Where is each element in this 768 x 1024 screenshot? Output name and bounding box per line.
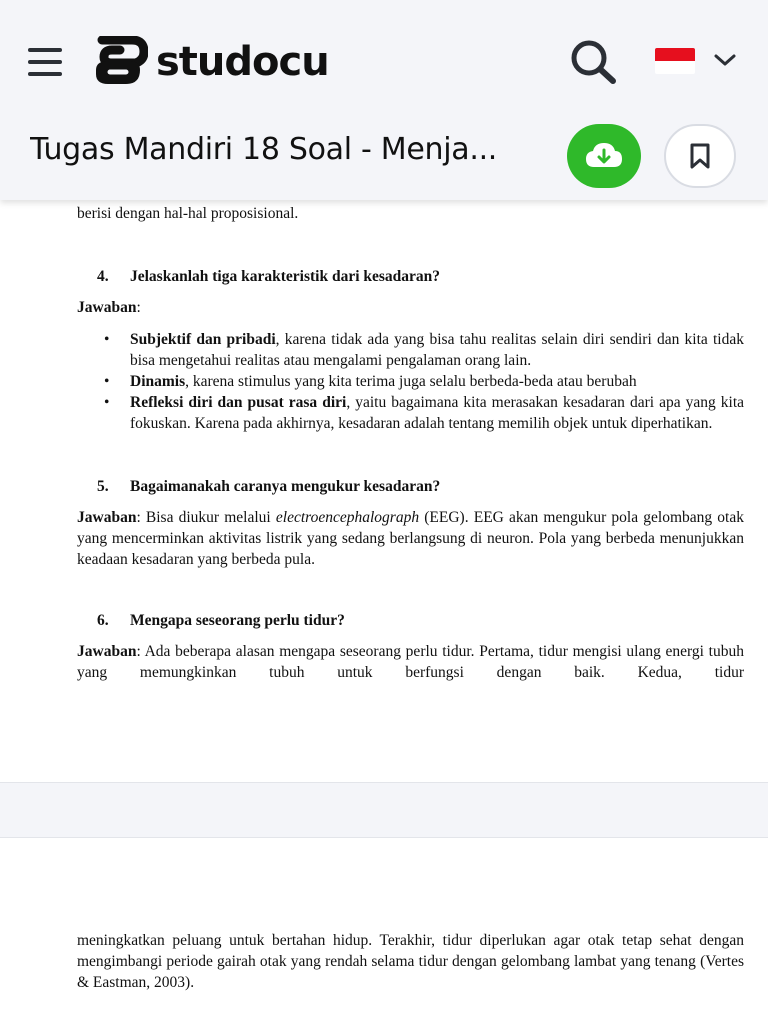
intro-tail-text: berisi dengan hal-hal proposisional.	[77, 205, 299, 222]
bullet-term: Refleksi diri dan pusat rasa diri	[130, 394, 347, 411]
question-5	[97, 476, 440, 497]
answer-5	[77, 507, 744, 570]
search-icon[interactable]	[566, 38, 620, 86]
studocu-logo[interactable]	[92, 36, 329, 88]
question-4-number: 4.	[97, 268, 109, 285]
answer-5-italic: electroencephalograph	[275, 509, 420, 526]
answer-6	[77, 641, 744, 683]
answer-label: Jawaban	[77, 643, 137, 660]
answer-colon: :	[136, 299, 141, 316]
answer-4-list	[77, 329, 744, 434]
paragraph-intro-tail	[77, 203, 744, 224]
studocu-mark-icon	[92, 36, 148, 88]
answer-5-post: (EEG). EEG akan mengukur pola gelombang otak yang mencerminkan aktivitas listrik yang sedang berlangsung di neuron. Pola yang berbeda menunjukkan keadaan kesadaran yang berbeda pula.	[77, 509, 744, 568]
page-separator	[0, 782, 768, 838]
answer-4-label	[77, 297, 744, 318]
answer-label: Jawaban	[77, 299, 137, 316]
download-button[interactable]	[567, 124, 641, 188]
hamburger-icon[interactable]	[28, 48, 62, 76]
bullet-dot: •	[104, 331, 110, 348]
bookmark-button[interactable]	[664, 124, 736, 188]
next-page-text: meningkatkan peluang untuk bertahan hidup. Terakhir, tidur diperlukan agar otak tetap sehat dengan mengimbangi periode gairah otak yang rendah selama tidur dengan gelombang lambat yang tenang (Vertes & Eastman, 2003).	[77, 932, 744, 991]
next-page-paragraph	[77, 930, 744, 993]
bullet-term: Dinamis	[130, 373, 186, 390]
question-5-number: 5.	[97, 478, 109, 495]
bullet-text: , karena tidak ada yang bisa tahu realitas selain diri sendiri dan kita tidak bisa mengetahui realitas atau mengalami pengalaman orang lain.	[130, 331, 744, 369]
bullet-text: , karena stimulus yang kita terima juga selalu berbeda-beda atau berubah	[185, 373, 637, 390]
bullet-term: Subjektif dan pribadi	[130, 331, 276, 348]
question-6-number: 6.	[97, 612, 109, 629]
language-flag-icon[interactable]	[655, 48, 695, 74]
brand-name: studocu	[156, 39, 329, 85]
bullet-dot: •	[104, 394, 110, 411]
bookmark-icon	[688, 142, 712, 170]
question-6-text: Mengapa seseorang perlu tidur?	[130, 612, 345, 629]
document-title: Tugas Mandiri 18 Soal - Menja...	[30, 132, 498, 167]
list-item	[77, 329, 744, 371]
list-item	[77, 371, 744, 392]
bullet-dot: •	[104, 373, 110, 390]
answer-label: Jawaban	[77, 509, 137, 526]
list-item	[77, 392, 744, 434]
bullet-text: , yaitu bagaimana kita merasakan kesadaran dari apa yang kita fokuskan. Karena pada akhirnya, kesadaran adalah tentang memilih objek untuk diperhatikan.	[130, 394, 745, 432]
answer-5-pre: : Bisa diukur melalui	[136, 509, 276, 526]
cloud-download-icon	[584, 141, 624, 171]
answer-6-text: : Ada beberapa alasan mengapa seseorang perlu tidur. Pertama, tidur mengisi ulang energi tubuh yang memungkinkan tubuh untuk berfungsi dengan baik. Kedua, tidur	[77, 643, 744, 681]
question-4	[97, 266, 440, 287]
question-6	[97, 610, 345, 631]
chevron-down-icon[interactable]	[712, 50, 738, 70]
top-header	[0, 0, 768, 200]
question-5-text: Bagaimanakah caranya mengukur kesadaran?	[130, 478, 441, 495]
question-4-text: Jelaskanlah tiga karakteristik dari kesadaran?	[130, 268, 441, 285]
